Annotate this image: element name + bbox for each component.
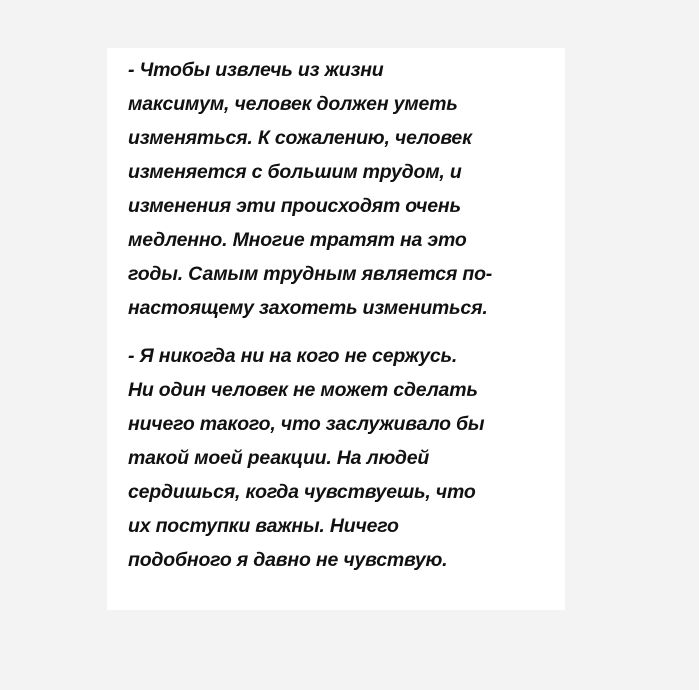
text-line: медленно. Многие тратят на это [128,229,467,251]
quote-text [128,53,568,577]
text-line: Ни один человек не может сделать [128,379,478,401]
text-line: годы. Самым трудным является по- [128,263,493,285]
text-line: максимум, человек должен уметь [128,93,458,115]
text-line: - Чтобы извлечь из жизни [128,59,384,81]
text-line: сердишься, когда чувствуешь, что [128,481,476,503]
text-line: их поступки важны. Ничего [128,515,399,537]
text-line: настоящему захотеть измениться. [128,297,488,319]
text-line: изменяется с большим трудом, и [128,161,462,183]
text-line: подобного я давно не чувствую. [128,549,448,571]
paragraph-2 [128,339,568,577]
text-card [107,48,565,610]
text-line: такой моей реакции. На людей [128,447,430,469]
text-line: ничего такого, что заслуживало бы [128,413,485,435]
paragraph-1 [128,53,568,325]
text-line: - Я никогда ни на кого не сержусь. [128,345,458,367]
text-line: изменяться. К сожалению, человек [128,127,472,149]
text-line: изменения эти происходят очень [128,195,461,217]
